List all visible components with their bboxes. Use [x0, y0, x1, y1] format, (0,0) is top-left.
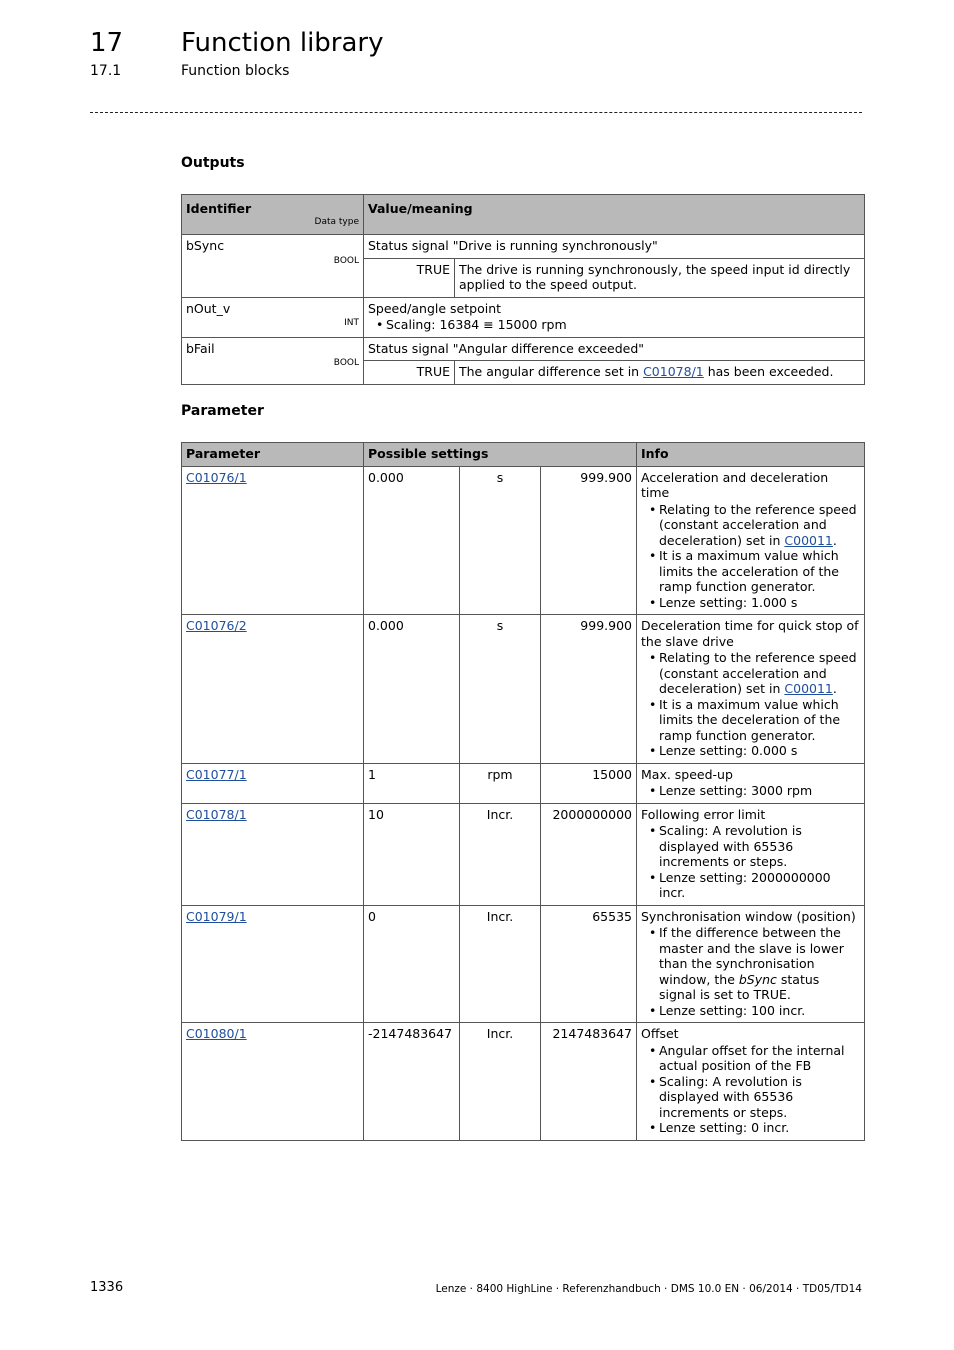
bullet-item: • Lenze setting: 0.000 s: [659, 743, 860, 759]
table-row: [182, 615, 865, 764]
value-text: Speed/angle setpoint: [368, 300, 502, 316]
chapter-number: 17: [90, 28, 124, 58]
parameter-code-link[interactable]: C01079/1: [186, 908, 247, 924]
section-title: Function blocks: [181, 63, 290, 79]
outputs-header-row: [182, 195, 865, 235]
bullet-text-post: status signal is set to TRUE.: [659, 971, 820, 1002]
table-row: [182, 803, 865, 905]
table-row: [182, 235, 865, 259]
bullet-text: Relating to the reference speed (constant acceleration and deceleration) set in: [659, 501, 857, 548]
bullet-text: Relating to the reference speed (constant acceleration and deceleration) set in: [659, 650, 857, 696]
identifier-cell: [182, 337, 364, 384]
min-value: 1: [364, 763, 460, 803]
info-cell: [637, 1023, 865, 1141]
parameter-header-row: [182, 443, 865, 467]
bullet-item: • Lenze setting: 3000 rpm: [659, 783, 860, 799]
outputs-table: [181, 194, 865, 385]
info-cell: [637, 615, 865, 764]
parameter-code-link[interactable]: C01078/1: [186, 806, 247, 822]
identifier-label: nOut_v: [186, 300, 231, 316]
bullet-item: [659, 650, 860, 697]
max-value: 999.900: [541, 466, 637, 615]
bullet-text-post: .: [832, 681, 837, 696]
bullet-item: • Lenze setting: 100 incr.: [659, 1003, 860, 1019]
identifier-label: bFail: [186, 340, 215, 356]
chapter-title: Function library: [181, 28, 384, 58]
parameter-header: Parameter: [182, 443, 364, 467]
table-row: [182, 905, 865, 1023]
footer-reference: Lenze · 8400 HighLine · Referenzhandbuch · DMS 10.0 EN · 06/2014 · TD05/TD14: [435, 1283, 862, 1295]
max-value: 999.900: [541, 615, 637, 764]
max-value: 65535: [541, 905, 637, 1023]
parameter-code-link[interactable]: C01076/2: [186, 618, 247, 633]
unit: s: [460, 466, 541, 615]
info-header: Info: [637, 443, 865, 467]
table-row: [182, 1023, 865, 1141]
section-number: 17.1: [90, 63, 122, 79]
parameter-code-link[interactable]: C01077/1: [186, 766, 247, 782]
info-title: Acceleration and deceleration time: [641, 469, 829, 500]
info-cell: [637, 466, 865, 615]
true-description: [455, 361, 865, 385]
min-value: 10: [364, 803, 460, 905]
header-divider: [90, 112, 862, 113]
max-value: 2147483647: [541, 1023, 637, 1141]
info-title: Following error limit: [641, 806, 766, 822]
info-cell: [637, 905, 865, 1023]
c00011-link[interactable]: C00011: [784, 532, 833, 548]
bullet-text-post: .: [832, 532, 837, 548]
true-text-post: has been exceeded.: [703, 364, 834, 379]
bullet-text: If the difference between the master and the slave is lower than the synchronisation window, the: [659, 925, 844, 987]
datatype-label: BOOL: [333, 358, 359, 368]
bullet-item: • It is a maximum value which limits the deceleration of the ramp function generator.: [659, 697, 860, 744]
bullet-item: • Scaling: A revolution is displayed with 65536 increments or steps.: [659, 1074, 860, 1121]
bullet-item: [659, 925, 860, 1003]
min-value: 0: [364, 905, 460, 1023]
value-header: Value/meaning: [364, 195, 865, 235]
info-title: Offset: [641, 1026, 679, 1041]
identifier-header-label: Identifier: [186, 201, 252, 216]
parameter-heading: Parameter: [181, 403, 264, 419]
datatype-label: BOOL: [333, 255, 359, 266]
unit: rpm: [460, 763, 541, 803]
value-cell: Status signal "Angular difference exceeded": [364, 337, 865, 361]
settings-header: Possible settings: [364, 443, 637, 467]
c01078-1-link[interactable]: C01078/1: [643, 364, 704, 379]
parameter-code-link[interactable]: C01076/1: [186, 469, 247, 485]
outputs-heading: Outputs: [181, 155, 245, 171]
min-value: -2147483647: [364, 1023, 460, 1141]
bullet-item: • It is a maximum value which limits the acceleration of the ramp function generator.: [659, 548, 860, 595]
value-cell: Status signal "Drive is running synchronously": [364, 235, 865, 259]
max-value: 15000: [541, 763, 637, 803]
true-label: TRUE: [364, 258, 455, 297]
bullet-item: • Scaling: 16384 ≡ 15000 rpm: [386, 317, 860, 333]
datatype-label: INT: [344, 318, 359, 328]
table-row: [182, 337, 865, 361]
table-row: [182, 297, 865, 337]
parameter-code-link[interactable]: C01080/1: [186, 1026, 247, 1041]
identifier-cell: [182, 297, 364, 337]
true-text-pre: The angular difference set in: [459, 364, 644, 379]
bullet-item: • Lenze setting: 1.000 s: [659, 595, 860, 611]
unit: Incr.: [460, 1023, 541, 1141]
identifier-header: [182, 195, 364, 235]
bullet-item: • Lenze setting: 2000000000 incr.: [659, 870, 860, 901]
bullet-item: [659, 502, 860, 549]
table-row: [182, 466, 865, 615]
true-description: The drive is running synchronously, the speed input id directly applied to the speed output.: [455, 258, 865, 297]
info-title: Synchronisation window (position): [641, 908, 856, 924]
unit: Incr.: [460, 803, 541, 905]
bullet-item: • Scaling: A revolution is displayed with 65536 increments or steps.: [659, 823, 860, 870]
info-title: Max. speed-up: [641, 766, 733, 782]
min-value: 0.000: [364, 615, 460, 764]
value-cell: [364, 297, 865, 337]
info-cell: [637, 763, 865, 803]
unit: s: [460, 615, 541, 764]
info-cell: [637, 803, 865, 905]
identifier-label: bSync: [186, 238, 225, 253]
unit: Incr.: [460, 905, 541, 1023]
page-number: 1336: [90, 1280, 124, 1295]
bullet-item: • Lenze setting: 0 incr.: [659, 1120, 860, 1136]
c00011-link[interactable]: C00011: [784, 681, 833, 696]
max-value: 2000000000: [541, 803, 637, 905]
identifier-cell: [182, 235, 364, 298]
bullet-item: • Angular offset for the internal actual position of the FB: [659, 1043, 860, 1074]
min-value: 0.000: [364, 466, 460, 615]
datatype-header-label: Data type: [314, 216, 359, 227]
true-label: TRUE: [364, 361, 455, 385]
info-title: Deceleration time for quick stop of the slave drive: [641, 618, 859, 649]
table-row: [182, 763, 865, 803]
bsync-emphasis: bSync: [738, 971, 777, 987]
parameter-table: [181, 442, 865, 1141]
